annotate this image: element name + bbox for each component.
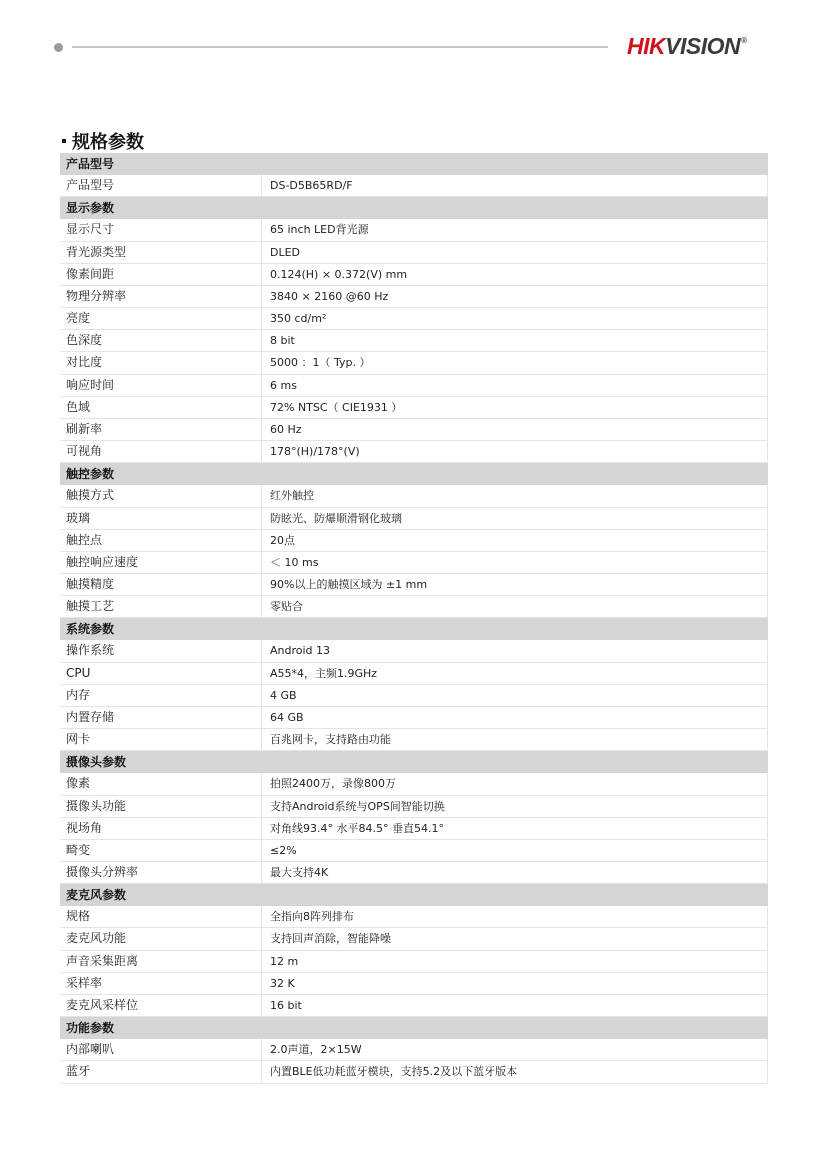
spec-value: DS-D5B65RD/F	[262, 175, 768, 196]
spec-value: 90%以上的触摸区域为 ±1 mm	[262, 574, 768, 595]
spec-label: 色深度	[60, 330, 262, 351]
spec-table	[60, 153, 768, 1084]
logo-red-part: HIK	[627, 32, 666, 59]
spec-row	[60, 862, 768, 884]
spec-label: 触控点	[60, 530, 262, 551]
spec-row	[60, 375, 768, 397]
spec-label: 摄像头功能	[60, 796, 262, 817]
spec-row	[60, 685, 768, 707]
spec-row	[60, 441, 768, 463]
spec-group-header: 摄像头参数	[60, 751, 768, 773]
spec-label: 触摸工艺	[60, 596, 262, 617]
section-title-text: 规格参数	[72, 132, 144, 153]
spec-row	[60, 419, 768, 441]
spec-row	[60, 330, 768, 352]
spec-value: 红外触控	[262, 485, 768, 506]
spec-value: 支持Android系统与OPS间智能切换	[262, 796, 768, 817]
spec-value: 零贴合	[262, 596, 768, 617]
spec-label: 触摸方式	[60, 485, 262, 506]
spec-row	[60, 840, 768, 862]
spec-row	[60, 818, 768, 840]
hikvision-logo	[627, 30, 747, 62]
spec-group-header: 产品型号	[60, 153, 768, 175]
spec-value: ＜ 10 ms	[262, 552, 768, 573]
spec-value: 350 cd/m²	[262, 308, 768, 329]
spec-value: 72% NTSC（ CIE1931 ）	[262, 397, 768, 418]
spec-row	[60, 951, 768, 973]
spec-label: 操作系统	[60, 640, 262, 661]
spec-row	[60, 773, 768, 795]
spec-value: 全指向8阵列排布	[262, 906, 768, 927]
spec-value: 对角线93.4° 水平84.5° 垂直54.1°	[262, 818, 768, 839]
spec-label: 对比度	[60, 352, 262, 373]
spec-row	[60, 729, 768, 751]
spec-row	[60, 175, 768, 197]
spec-row	[60, 596, 768, 618]
spec-row	[60, 264, 768, 286]
spec-value: DLED	[262, 242, 768, 263]
spec-value: 65 inch LED背光源	[262, 219, 768, 240]
spec-label: 麦克风功能	[60, 928, 262, 949]
spec-value: 2.0声道，2×15W	[262, 1039, 768, 1060]
spec-group-header: 显示参数	[60, 197, 768, 219]
spec-row	[60, 1039, 768, 1061]
spec-label: 畸变	[60, 840, 262, 861]
spec-label: 摄像头分辨率	[60, 862, 262, 883]
section-title	[62, 127, 144, 155]
spec-group-header: 系统参数	[60, 618, 768, 640]
spec-label: 产品型号	[60, 175, 262, 196]
spec-value: 178°(H)/178°(V)	[262, 441, 768, 462]
spec-label: 内部喇叭	[60, 1039, 262, 1060]
spec-label: 物理分辨率	[60, 286, 262, 307]
spec-row	[60, 552, 768, 574]
spec-value: 0.124(H) × 0.372(V) mm	[262, 264, 768, 285]
spec-label: 亮度	[60, 308, 262, 329]
spec-row	[60, 485, 768, 507]
spec-group-header: 功能参数	[60, 1017, 768, 1039]
spec-row	[60, 995, 768, 1017]
spec-label: CPU	[60, 663, 262, 684]
spec-value: 60 Hz	[262, 419, 768, 440]
spec-row	[60, 308, 768, 330]
spec-label: 响应时间	[60, 375, 262, 396]
spec-row	[60, 352, 768, 374]
spec-value: 16 bit	[262, 995, 768, 1016]
title-bullet-icon	[62, 139, 66, 143]
spec-value: Android 13	[262, 640, 768, 661]
spec-value: 防眩光、防爆顺滑钢化玻璃	[262, 508, 768, 529]
spec-row	[60, 796, 768, 818]
spec-value: 8 bit	[262, 330, 768, 351]
spec-row	[60, 906, 768, 928]
logo-dark-part: VISION	[665, 32, 741, 59]
spec-label: 内置存储	[60, 707, 262, 728]
spec-label: 声音采集距离	[60, 951, 262, 972]
spec-label: 视场角	[60, 818, 262, 839]
spec-value: 支持回声消除，智能降噪	[262, 928, 768, 949]
spec-label: 刷新率	[60, 419, 262, 440]
spec-label: 规格	[60, 906, 262, 927]
spec-label: 触摸精度	[60, 574, 262, 595]
spec-label: 采样率	[60, 973, 262, 994]
spec-value: 百兆网卡，支持路由功能	[262, 729, 768, 750]
spec-value: 5000 ：1（ Typ. ）	[262, 352, 768, 373]
spec-label: 触控响应速度	[60, 552, 262, 573]
spec-row	[60, 640, 768, 662]
spec-label: 玻璃	[60, 508, 262, 529]
spec-value: 12 m	[262, 951, 768, 972]
spec-value: 4 GB	[262, 685, 768, 706]
spec-row	[60, 508, 768, 530]
spec-value: 6 ms	[262, 375, 768, 396]
spec-row	[60, 286, 768, 308]
spec-row	[60, 574, 768, 596]
spec-label: 内存	[60, 685, 262, 706]
spec-value: 最大支持4K	[262, 862, 768, 883]
spec-value: 32 K	[262, 973, 768, 994]
header-rule	[72, 46, 608, 48]
spec-value: 20点	[262, 530, 768, 551]
header-dot	[54, 43, 63, 52]
spec-label: 背光源类型	[60, 242, 262, 263]
spec-value: ≤2%	[262, 840, 768, 861]
spec-label: 网卡	[60, 729, 262, 750]
spec-label: 可视角	[60, 441, 262, 462]
spec-label: 像素	[60, 773, 262, 794]
spec-label: 色域	[60, 397, 262, 418]
spec-group-header: 触控参数	[60, 463, 768, 485]
spec-row	[60, 928, 768, 950]
spec-value: 3840 × 2160 @60 Hz	[262, 286, 768, 307]
spec-value: 64 GB	[262, 707, 768, 728]
spec-group-header: 麦克风参数	[60, 884, 768, 906]
spec-row	[60, 1061, 768, 1083]
spec-row	[60, 219, 768, 241]
spec-label: 像素间距	[60, 264, 262, 285]
spec-row	[60, 663, 768, 685]
spec-row	[60, 242, 768, 264]
spec-value: A55*4，主频1.9GHz	[262, 663, 768, 684]
spec-row	[60, 973, 768, 995]
spec-label: 麦克风采样位	[60, 995, 262, 1016]
spec-value: 拍照2400万，录像800万	[262, 773, 768, 794]
spec-label: 显示尺寸	[60, 219, 262, 240]
spec-row	[60, 530, 768, 552]
spec-row	[60, 397, 768, 419]
registered-mark: ®	[741, 36, 747, 45]
spec-row	[60, 707, 768, 729]
spec-value: 内置BLE低功耗蓝牙模块，支持5.2及以下蓝牙版本	[262, 1061, 768, 1082]
spec-label: 蓝牙	[60, 1061, 262, 1082]
